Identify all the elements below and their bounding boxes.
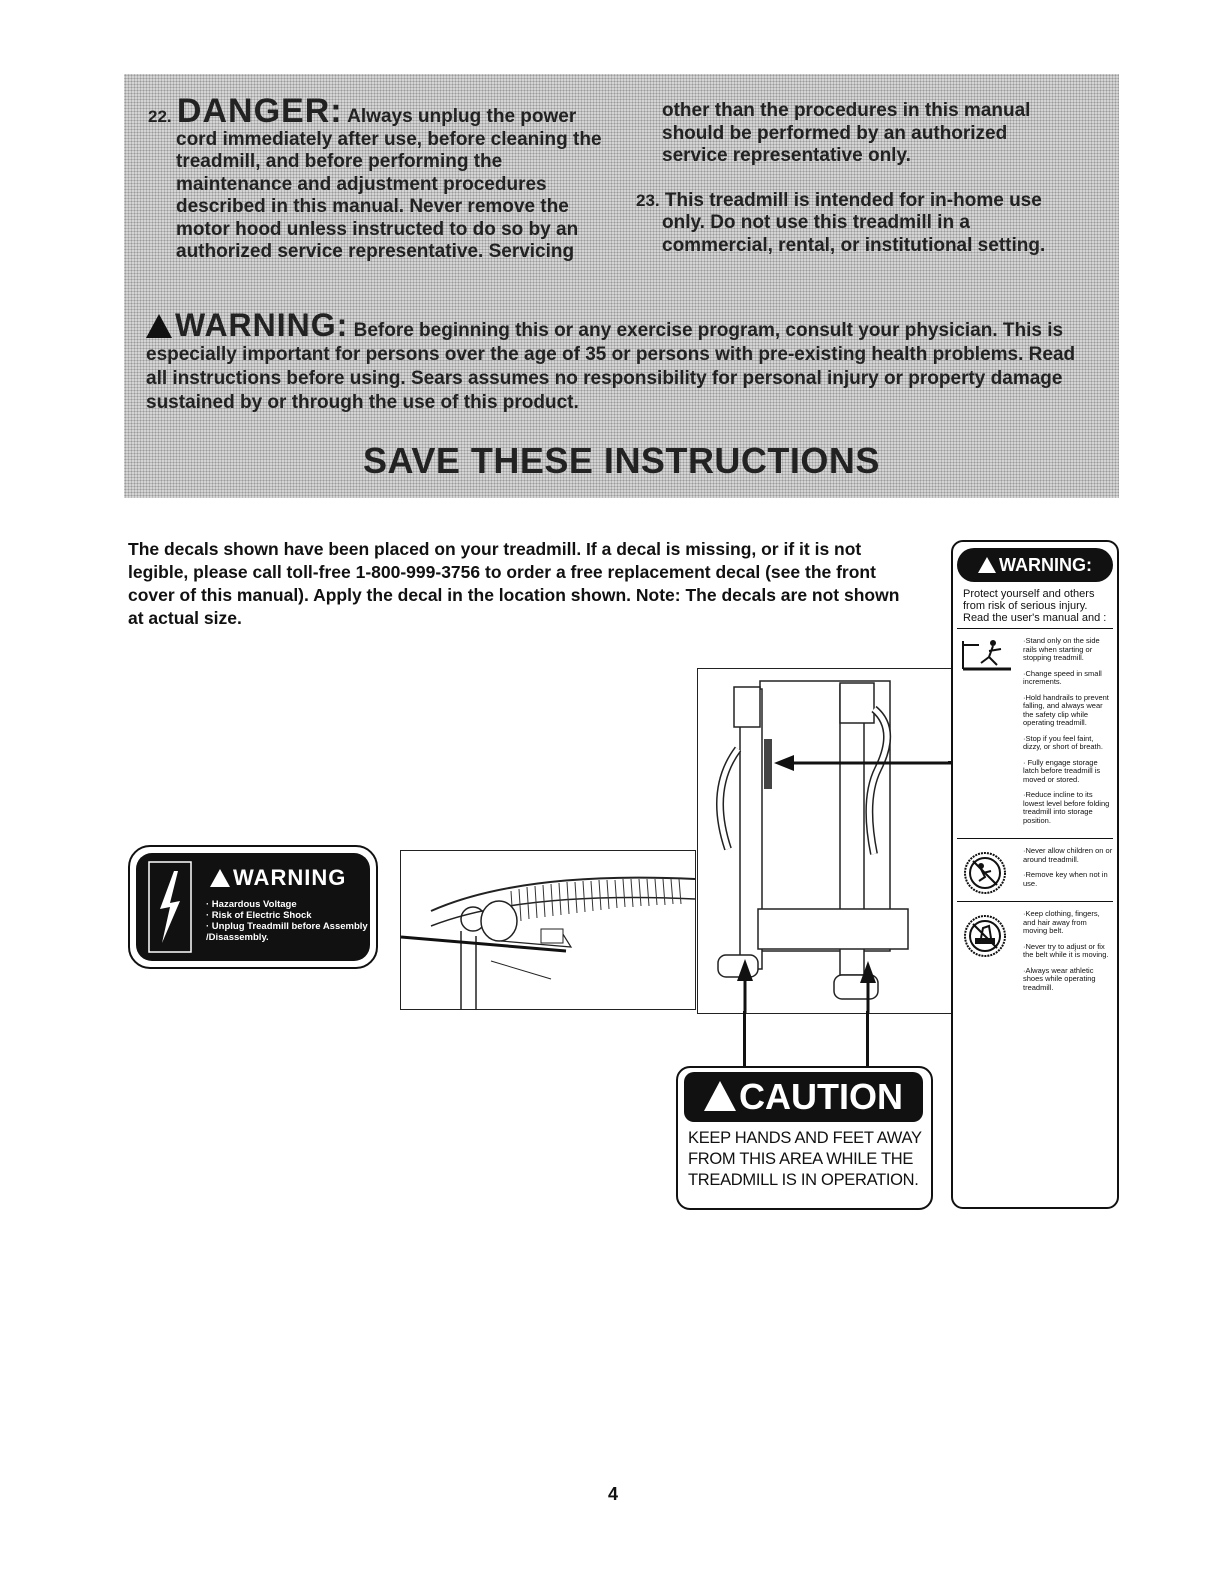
side-decal-group-1: [957, 629, 1113, 839]
electric-line: /Disassembly.: [206, 932, 269, 943]
side-decal-heading: [957, 548, 1113, 582]
warning-triangle-icon: [146, 314, 172, 338]
caution-text: [688, 1128, 923, 1191]
electric-decal-title: [210, 865, 346, 891]
motor-hood-drawing: [401, 851, 695, 1009]
item-23-text: This treadmill is intended for in-home use only. Do not use this treadmill in a commercial, rental, or institutional setting.: [662, 189, 1046, 256]
side-decal-title: WARNING:: [999, 555, 1092, 575]
electric-decal-title-text: WARNING: [233, 865, 347, 890]
side-decal-item: ·Never try to adjust or fix the belt while it is moving.: [1023, 941, 1109, 959]
caution-line: FROM THIS AREA WHILE THE: [688, 1150, 914, 1168]
electric-decal-lines: [206, 899, 368, 943]
treadmill-front-illustration: [697, 668, 952, 1014]
electric-line: · Unplug Treadmill before Assembly: [206, 921, 368, 932]
treadmill-drawing: [698, 669, 951, 1013]
caution-line: TREADMILL IS IN OPERATION.: [688, 1171, 919, 1189]
side-decal-item: ·Change speed in small increments.: [1023, 668, 1102, 686]
warning-heading: WARNING:: [175, 307, 349, 343]
danger-continued: other than the procedures in this manual should be performed by an authorized service representative only.: [662, 100, 1031, 166]
side-decal-item: ·Reduce incline to its lowest level before folding treadmill into storage position.: [1023, 790, 1110, 825]
warning-triangle-icon: [704, 1081, 736, 1111]
electric-line: · Risk of Electric Shock: [206, 910, 312, 921]
side-decal-group-3: [957, 902, 1113, 1005]
electric-line: · Hazardous Voltage: [206, 899, 297, 910]
decals-intro: The decals shown have been placed on your treadmill. If a decal is missing, or if it is not legible, please call toll-free 1-800-999-3756 to order a free replacement decal (see the front cover of this manual). Apply the decal in the location shown. Note: The decals are not shown at actual size.: [128, 539, 900, 628]
caution-line: KEEP HANDS AND FEET AWAY: [688, 1129, 922, 1147]
warning-text: Before beginning this or any exercise program, consult your physician. This is especially important for persons over the age of 35 or persons with pre-existing health problems. Read all instructions before using. Sears assumes no responsibility for personal injury or property damage sustained by or through the use of this product.: [146, 320, 1076, 413]
side-warning-decal: [951, 540, 1119, 1209]
electric-warning-decal: [128, 845, 378, 969]
caution-pointer-lines-2: [866, 1011, 869, 1067]
moving-belt-icon: [959, 912, 1015, 960]
side-decal-item: ·Keep clothing, fingers, and hair away from moving belt.: [1023, 909, 1100, 935]
side-decal-item: ·Stop if you feel faint, dizzy, or short of breath.: [1023, 733, 1103, 751]
motor-area-illustration: [400, 850, 696, 1010]
lightning-bolt-icon: [148, 861, 192, 953]
stand-on-rails-icon: [959, 637, 1015, 673]
item-23-number: 23.: [636, 190, 660, 210]
save-instructions-heading: SAVE THESE INSTRUCTIONS: [363, 440, 880, 481]
warning-triangle-icon: [978, 557, 996, 573]
warning-triangle-icon: [210, 869, 230, 887]
caution-decal: [676, 1066, 933, 1210]
general-warning: [146, 307, 1096, 415]
page-number: 4: [607, 1484, 618, 1504]
safety-item-22: [148, 92, 608, 264]
no-children-icon: [959, 849, 1015, 897]
side-decal-item: ·Always wear athletic shoes while operating treadmill.: [1023, 965, 1096, 992]
danger-body: cord immediately after use, before cleaning the treadmill, and before performing the maintenance and adjustment procedures described in this manual. Never remove the motor hood unless instructed to do so by an authorized service representative. Servicing: [176, 128, 602, 262]
side-decal-item: ·Hold handrails to prevent falling, and always wear the safety clip while operating treadmill.: [1023, 692, 1109, 727]
side-decal-item: · Fully engage storage latch before treadmill is moved or stored.: [1023, 757, 1101, 784]
caution-pointer-lines: [743, 1011, 746, 1067]
side-decal-group-2: [957, 839, 1113, 902]
item-22-number: 22.: [148, 107, 172, 126]
side-decal-item: ·Stand only on the side rails when starting or stopping treadmill.: [1023, 636, 1100, 662]
electric-decal-background: [136, 853, 370, 961]
caution-heading: [684, 1072, 923, 1122]
side-decal-item: ·Never allow children on or around treadmill.: [1023, 846, 1113, 864]
danger-lead: Always unplug the power: [347, 106, 577, 127]
side-decal-item: ·Remove key when not in use.: [1023, 870, 1108, 888]
caution-title-text: CAUTION: [739, 1076, 903, 1117]
side-decal-intro: Protect yourself and others from risk of serious injury. Read the user's manual and :: [957, 582, 1113, 629]
danger-heading: DANGER:: [176, 92, 343, 130]
safety-column-right: [636, 100, 1076, 257]
